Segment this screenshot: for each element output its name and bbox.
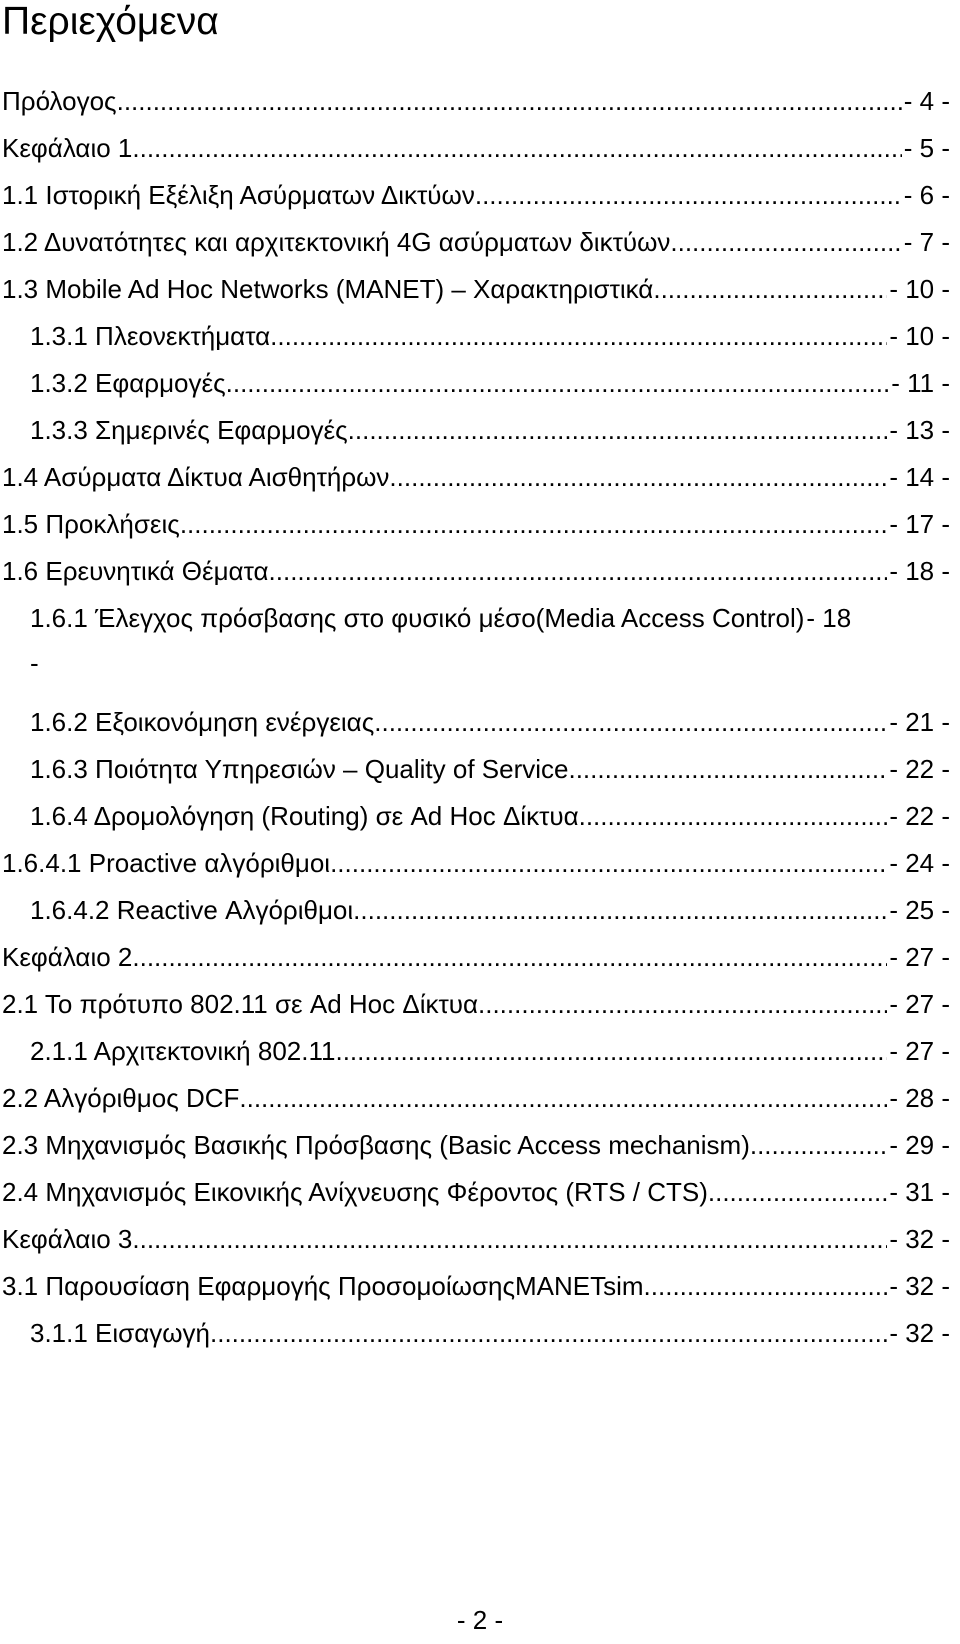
toc-entry-1-6-2[interactable] [0, 699, 960, 746]
toc-entry-title: 1.1 Ιστορική Εξέλιξη Ασύρματων Δικτύων. [2, 180, 483, 210]
dot-leader [678, 219, 902, 266]
toc-entry-page: - 31 - [889, 1177, 950, 1207]
dot-leader [482, 172, 902, 219]
toc-entry-page: - 7 - [903, 227, 950, 257]
toc-entry-page: - 17 - [889, 509, 950, 539]
toc-entry-page: - 4 - [903, 86, 950, 116]
toc-entry-chapter-1[interactable] [0, 125, 960, 172]
toc-entry-title: 1.6.4 Δρομολόγηση (Routing) σε Ad Hoc Δίκτυα [30, 801, 579, 831]
dot-leader [715, 1169, 887, 1216]
dot-leader [117, 78, 902, 125]
toc-entry-title: Πρόλογος [2, 86, 117, 116]
toc-entry-1-5[interactable] [0, 501, 960, 548]
toc-entry-page: - 5 - [903, 133, 950, 163]
toc-entry-page: - 29 - [889, 1130, 950, 1160]
dot-leader [277, 313, 887, 360]
toc-heading: Περιεχόμενα [2, 0, 219, 43]
toc-entry-title: Κεφάλαιο 2 [2, 942, 133, 972]
toc-entry-page: - 18 [806, 603, 852, 633]
dot-leader [132, 125, 901, 172]
toc-entry-title: 1.3.2 Εφαρμογές. [30, 368, 233, 398]
toc-entry-title: 2.2 Αλγόριθμος DCF [2, 1083, 240, 1113]
toc-entry-2-1-1[interactable] [0, 1028, 960, 1075]
toc-entry-title: 1.3.3 Σημερινές Εφαρμογές. [30, 415, 355, 445]
toc-entry-page: - 10 - [889, 321, 950, 351]
toc-entry-page: - 25 - [889, 895, 950, 925]
toc-entry-1-3-1[interactable] [0, 313, 960, 360]
toc-entry-title: Κεφάλαιο 3 [2, 1224, 133, 1254]
toc-entry-title: 1.6.4.1 Proactive αλγόριθμοι. [2, 848, 338, 878]
toc-entry-preface[interactable] [0, 78, 960, 125]
toc-entry-title: 1.5 Προκλήσεις [2, 509, 180, 539]
toc-entry-2-3[interactable] [0, 1122, 960, 1169]
page-number-footer: - 2 - [456, 1605, 504, 1635]
toc-entry-chapter-3[interactable] [0, 1216, 960, 1263]
dot-leader [485, 981, 887, 1028]
toc-entry-page: - 32 - [889, 1271, 950, 1301]
toc-entry-page: - 11 - [891, 368, 950, 398]
toc-entry-title: 1.2 Δυνατότητες και αρχιτεκτονική 4G ασύρματων δικτύων. [2, 227, 678, 257]
dot-leader [355, 407, 887, 454]
toc-entry-1-6-4-1[interactable] [0, 840, 960, 887]
dot-leader [651, 1263, 888, 1310]
toc-entry-title: 2.1 Το πρότυπο 802.11 σε Ad Hoc Δίκτυα. [2, 989, 486, 1019]
toc-list [0, 78, 960, 1357]
dot-leader [217, 1310, 887, 1357]
toc-entry-page: - 27 - [889, 942, 950, 972]
toc-entry-2-2[interactable] [0, 1075, 960, 1122]
toc-entry-title: 1.6.1 Έλεγχος πρόσβασης στο φυσικό μέσο(Media Access Control) [30, 603, 805, 633]
toc-entry-page: - 13 - [889, 415, 950, 445]
dot-leader [579, 793, 888, 840]
toc-entry-page: - 32 - [889, 1318, 950, 1348]
toc-entry-title: 1.4 Ασύρματα Δίκτυα Αισθητήρων. [2, 462, 397, 492]
toc-entry-page: - 10 - [889, 274, 950, 304]
toc-entry-1-4[interactable] [0, 454, 960, 501]
toc-entry-1-3-2[interactable] [0, 360, 960, 407]
toc-entry-title: 2.3 Μηχανισμός Βασικής Πρόσβασης (Basic Access mechanism) [2, 1130, 750, 1160]
dot-leader [239, 1075, 887, 1122]
toc-entry-title: 2.4 Μηχανισμός Εικονικής Ανίχνευσης Φέροντος (RTS / CTS). [2, 1177, 716, 1207]
toc-entry-chapter-2[interactable] [0, 934, 960, 981]
toc-entry-page: - 22 - [889, 801, 950, 831]
toc-entry-page: - 22 - [889, 754, 950, 784]
dot-leader [180, 501, 888, 548]
toc-entry-page: - 6 - [903, 180, 950, 210]
toc-entry-3-1-1[interactable] [0, 1310, 960, 1357]
toc-entry-title: 3.1 Παρουσίαση Εφαρμογής ΠροσομοίωσηςMANETsim. [2, 1271, 651, 1301]
toc-entry-1-3[interactable] [0, 266, 960, 313]
toc-entry-1-3-3[interactable] [0, 407, 960, 454]
toc-entry-title: 1.3 Mobile Ad Hoc Networks (MANET) – Χαρακτηριστικά [2, 274, 654, 304]
dot-leader [337, 840, 887, 887]
dot-leader [276, 548, 888, 595]
toc-entry-title: 1.3.1 Πλεονεκτήματα. [30, 321, 278, 351]
toc-entry-page: - 28 - [889, 1083, 950, 1113]
toc-entry-title: 1.6.4.2 Reactive Αλγόριθμοι. [30, 895, 361, 925]
dot-leader [233, 360, 889, 407]
toc-entry-1-2[interactable] [0, 219, 960, 266]
toc-entry-page: - 32 - [889, 1224, 950, 1254]
dot-leader [360, 887, 887, 934]
toc-entry-page: - 21 - [889, 707, 950, 737]
toc-entry-1-1[interactable] [0, 172, 960, 219]
toc-entry-1-6-1[interactable] [0, 595, 960, 699]
dot-leader [381, 699, 887, 746]
toc-entry-1-6-3[interactable] [0, 746, 960, 793]
toc-entry-page-tail: - [30, 648, 39, 678]
toc-entry-page: - 27 - [889, 989, 950, 1019]
toc-entry-title: 3.1.1 Εισαγωγή. [30, 1318, 218, 1348]
toc-entry-2-1[interactable] [0, 981, 960, 1028]
toc-entry-title: 1.6.3 Ποιότητα Υπηρεσιών – Quality of Service [30, 754, 569, 784]
toc-entry-1-6-4-2[interactable] [0, 887, 960, 934]
toc-entry-3-1[interactable] [0, 1263, 960, 1310]
toc-entry-title: 2.1.1 Αρχιτεκτονική 802.11. [30, 1036, 343, 1066]
dot-leader [132, 1216, 887, 1263]
toc-entry-title: Κεφάλαιο 1 [2, 133, 133, 163]
dot-leader [568, 746, 887, 793]
toc-entry-2-4[interactable] [0, 1169, 960, 1216]
toc-entry-1-6[interactable] [0, 548, 960, 595]
dot-leader [750, 1122, 887, 1169]
toc-entry-1-6-4[interactable] [0, 793, 960, 840]
toc-entry-page: - 27 - [889, 1036, 950, 1066]
dot-leader [343, 1028, 888, 1075]
dot-leader [653, 266, 887, 313]
toc-entry-page: - 18 - [889, 556, 950, 586]
toc-entry-page: - 24 - [889, 848, 950, 878]
toc-entry-page: - 14 - [889, 462, 950, 492]
dot-leader [132, 934, 887, 981]
toc-entry-title: 1.6 Ερευνητικά Θέματα. [2, 556, 276, 586]
dot-leader [397, 454, 888, 501]
toc-entry-title: 1.6.2 Εξοικονόμηση ενέργειας. [30, 707, 382, 737]
